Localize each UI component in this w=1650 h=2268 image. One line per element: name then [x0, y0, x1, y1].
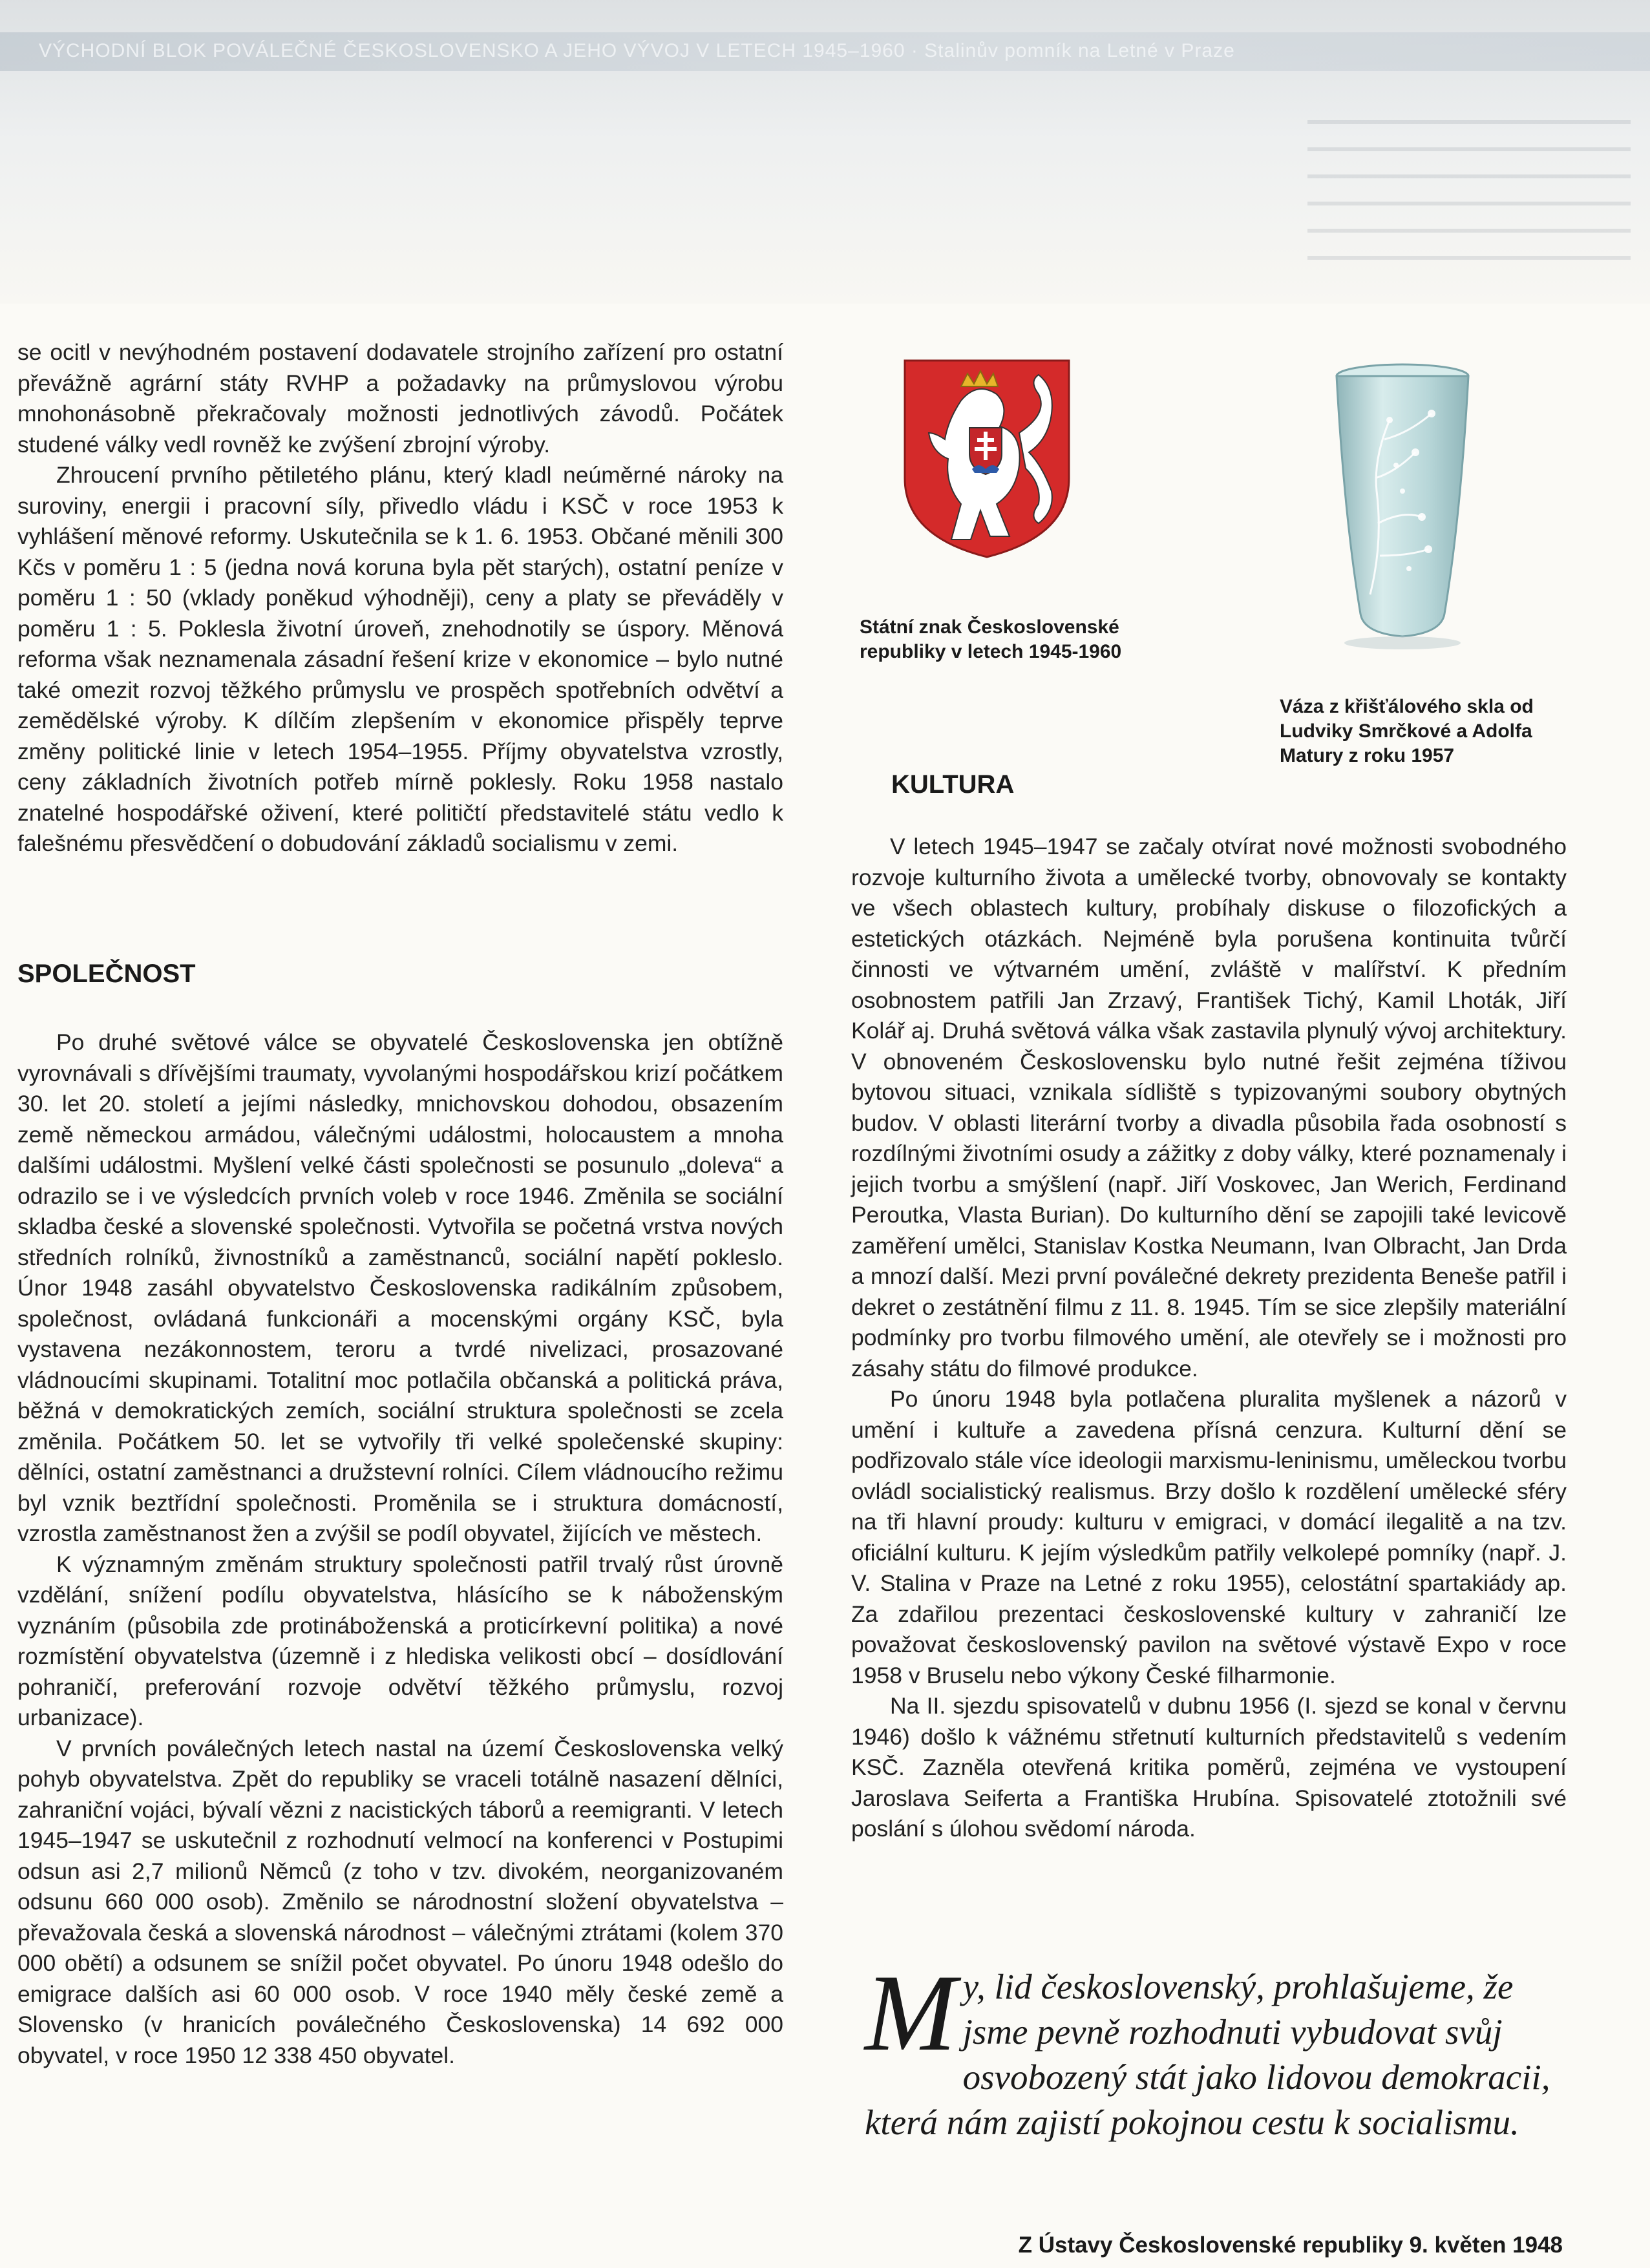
- crystal-vase-image: [1325, 362, 1480, 653]
- header-bleed-text: VÝCHODNÍ BLOK POVÁLEČNÉ ČESKOSLOVENSKO A JEHO VÝVOJ V LETECH 1945–1960 · Stalinův pomník na Letné v Praze: [39, 40, 1235, 61]
- kultura-para-1: V letech 1945–1947 se začaly otvírat nové možnosti svobodného rozvoje kulturního života a umělecké tvorby, obnovovaly se kontakty ve všech oblastech kultury, probíhaly diskuse o filozofických a estetických otázkách. Nejméně byla porušena kontinuita tvůrčí činnosti ve výtvarném umění, zvláště v malířství. K předním osobnostem patřili Jan Zrzavý, František Tichý, Kamil Lhoták, Jiří Kolář aj. Druhá světová válka však zastavila plynulý vývoj architektury. V obnoveném Československu bylo nutné řešit zejména tíživou bytovou situaci, vznikala sídliště s typizovanými soubory obytných budov. V oblasti literární tvorby a divadla působila řada osobností s rozdílnými životními osudy a zážitky z doby války, které poznamenaly i jejich tvorbu a smýšlení (např. Jiří Voskovec, Jan Werich, Ferdinand Peroutka, Vlasta Burian). Do kulturního dění se zapojili také levicově zaměření umělci, Stanislav Kostka Neumann, Ivan Olbracht, Jan Drda a mnozí další. Mezi první poválečné dekrety prezidenta Beneše patřil i dekret o zestátnění filmu z 11. 8. 1945. Tím se sice zlepšily materiální podmínky pro tvorbu filmového umění, ale otevřely se i možnosti pro zásahy státu do filmové produkce.: [851, 834, 1567, 1381]
- state-emblem-image: [900, 355, 1074, 561]
- spolecnost-body: [17, 1027, 783, 2071]
- constitution-quote: [865, 1952, 1582, 2145]
- kultura-para-3: Na II. sjezdu spisovatelů v dubnu 1956 (I. sjezd se konal v červnu 1946) došlo k vážnému střetnutí kulturních představitelů s vedením KSČ. Zazněla otevřená kritika poměrů, zejména ve vystoupení Jaroslava Seiferta a Františka Hrubína. Spisovatelé ztotožnili své poslání s úlohou svědomí národa.: [851, 1693, 1567, 1842]
- vase-shadow: [1344, 636, 1461, 649]
- quote-drop-cap: M: [865, 1952, 957, 2074]
- left-para-2: Zhroucení prvního pětiletého plánu, který kladl neúměrné nároky na suroviny, energii i pracovní síly, přivedlo vládu i KSČ v roce 1953 k vyhlášení měnové reformy. Uskutečnila se k 1. 6. 1953. Občané měnili 300 Kčs v poměru 1 : 5 (jedna nová koruna byla pět starých), ostatní peníze v poměru 1 : 50 (vklady poněkud výhodněji), ceny a platy se převáděly v poměru 1 : 5. Poklesla životní úroveň, znehodnotily se úspory. Měnová reforma však neznamenala zásadní řešení krize v ekonomice – bylo nutné také omezit rozvoj těžkého průmyslu ve prospěch spotřebních odvětví a zemědělské výroby. K dílčím zlepšením v ekonomice přispěly teprve změny politické linie v letech 1954–1955. Příjmy obyvatelstva vzrostly, ceny základních životních potřeb mírně poklesly. Roku 1958 nastalo znatelné hospodářské oživení, které političtí představitelé státu vedlo k falešnému přesvědčení o dobudování základů socialismu v zemi.: [17, 462, 783, 856]
- kultura-body: [851, 832, 1567, 1845]
- spolecnost-para-2: K významným změnám struktury společnosti patřil trvalý růst úrovně vzdělání, snížení podílu obyvatelstva, hlásícího se k náboženským vyznáním (působila zde protináboženská a proticírkevní politika) a nové rozmístění obyvatelstva (územně i z hlediska velikosti obcí – dosídlování pohraničí, preferování rozvoje odvětví těžkého průmyslu, rozvoj urbanizace).: [17, 1551, 783, 1730]
- spolecnost-para-3: V prvních poválečných letech nastal na území Československa velký pohyb obyvatelstva. Zpět do republiky se vraceli totálně nasazení dělníci, zahraniční vojáci, bývalí vězni z nacistických táborů a reemigranti. V letech 1945–1947 se uskutečnil z rozhodnutí velmocí na konferenci v Postupimi odsun asi 2,7 milionů Němců (z toho v tzv. divokém, neorganizovaném odsunu 660 000 osob). Změnilo se národnostní složení obyvatelstva – převažovala česká a slovenská národnost – válečnými ztrátami (kolem 370 000 obětí) a odsunem se snížil počet obyvatel. Po únoru 1948 odešlo do emigrace dalších asi 60 000 osob. V roce 1940 měly české země a Slovensko (v hranicích poválečného Československa) 14 692 000 obyvatel, v roce 1950 12 338 450 obyvatel.: [17, 1735, 783, 2068]
- kultura-para-2: Po únoru 1948 byla potlačena pluralita myšlenek a názorů v umění i kultuře a zavedena přísná cenzura. Kulturní dění se podřizovalo stále více ideologii marxismu-leninismu, uměleckou tvorbu ovládl socialistický realismus. Brzy došlo k rozdělení umělecké sféry na tři hlavní proudy: kulturu v emigraci, v domácí ilegalitě a na tzv. oficiální kulturu. K jejím výsledkům patřily velkolepé pomníky (např. J. V. Stalina v Praze na Letné z roku 1955), celostátní spartakiády ap. Za zdařilou prezentaci československé kultury v zahraničí lze považovat československý pavilon na světové výstavě Expo v roce 1958 v Bruselu nebo výkony České filharmonie.: [851, 1386, 1567, 1688]
- kultura-heading: KULTURA: [891, 770, 1015, 799]
- vase-caption: Váza z křišťálového skla od Ludviky Smrčkové a Adolfa Matury z roku 1957: [1280, 696, 1534, 766]
- quote-source: Z Ústavy Československé republiky 9. květen 1948: [1018, 2232, 1563, 2258]
- vase-body: [1337, 376, 1468, 636]
- quote-text: y, lid československý, prohlašujeme, že jsme pevně rozhodnuti vybudovat svůj osvobozený stát jako lidovou demokracii, která nám zajistí pokojnou cestu k socialismu.: [865, 1967, 1550, 2142]
- header-bleed-side-text: [1307, 97, 1631, 278]
- left-para-1: se ocitl v nevýhodném postavení dodavatele strojního zařízení pro ostatní převážně agrární státy RVHP a požadavky na průmyslovou výrobu mnohonásobně překračovaly možnosti jednotlivých závodů. Počátek studené války vedl rovněž ke zvýšení zbrojní výroby.: [17, 339, 783, 457]
- emblem-caption: Státní znak Československé republiky v letech 1945-1960: [860, 616, 1122, 662]
- spolecnost-para-1: Po druhé světové válce se obyvatelé Československa jen obtížně vyrovnávali s dřívějšími traumaty, vyvolanými hospodářskou krizí počátkem 30. let 20. století a jejími následky, mnichovskou dohodou, obsazením země německou armádou, válečnými událostmi, holocaustem a mnoha dalšími událostmi. Myšlení velké části společnosti se posunulo „doleva“ a odrazilo se i ve výsledcích prvních voleb v roce 1946. Změnila se sociální skladba české a slovenské společnosti. Vytvořila se početná vrstva nových středních rolníků, živnostníků a zaměstnanců, sociální napětí pokleslo. Únor 1948 zasáhl obyvatelstvo Československa radikálním způsobem, společnost, ovládaná funkcionáři a mocenskými orgány KSČ, byla vystavena nezákonnostem, teroru a tvrdé nivelizaci, prosazované vládnoucími skupinami. Totalitní moc potlačila občanská a politická práva, běžná v demokratických zemích, sociální struktura společnosti se zcela změnila. Počátkem 50. let se vytvořily tři velké společenské skupiny: dělníci, ostatní zaměstnanci a družstevní rolníci. Cílem vládnoucího režimu byl vznik beztřídní společnosti. Proměnila se i struktura domácností, vzrostla zaměstnanost žen a zvýšil se podíl obyvatel, žijících ve městech.: [17, 1029, 783, 1546]
- spolecnost-heading: SPOLEČNOST: [17, 960, 196, 988]
- left-column: [17, 337, 783, 859]
